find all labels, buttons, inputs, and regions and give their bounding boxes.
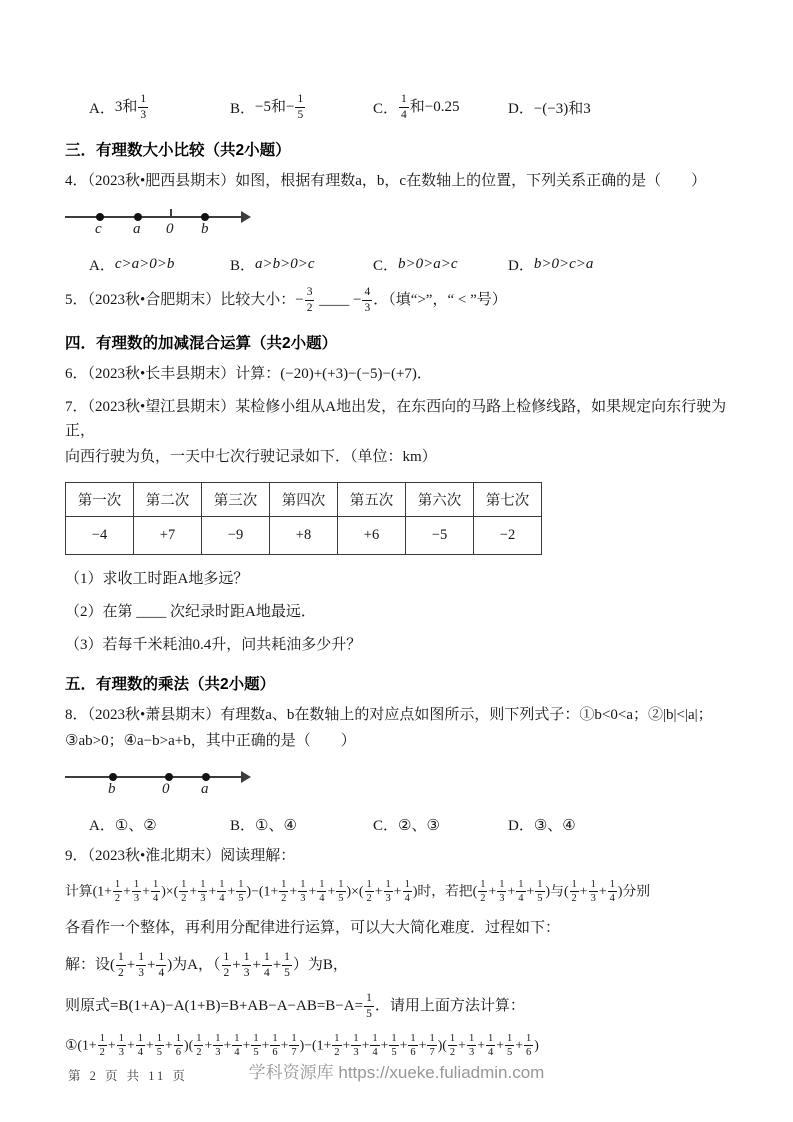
question-9-line2: 各看作一个整体，再利用分配律进行运算，可以大大简化难度．过程如下： bbox=[65, 920, 561, 937]
origin-dot bbox=[165, 773, 173, 781]
table-header-cell: 第四次 bbox=[270, 482, 338, 516]
question3-options bbox=[65, 92, 733, 123]
number-line-q8 bbox=[65, 762, 265, 806]
option-a bbox=[89, 92, 230, 123]
axis-arrow-icon bbox=[241, 211, 251, 223]
option-text: 3和 $\frac{1}{3}$ bbox=[114, 93, 147, 121]
table-header-row bbox=[66, 482, 542, 516]
table-value-cell: −5 bbox=[406, 516, 474, 554]
option-label: D． bbox=[508, 257, 534, 274]
question8-options bbox=[65, 814, 733, 835]
table-header-cell: 第二次 bbox=[134, 482, 202, 516]
option-label: D． bbox=[508, 100, 534, 117]
table-value-cell: −9 bbox=[202, 516, 270, 554]
option-d bbox=[508, 254, 733, 275]
point-a-label: a bbox=[201, 780, 209, 797]
trip-record-table bbox=[65, 482, 542, 555]
option-label: C． bbox=[373, 257, 399, 274]
option-text: ①、② bbox=[114, 817, 157, 834]
option-text: ③、④ bbox=[533, 817, 576, 834]
option-d bbox=[508, 814, 733, 835]
table-value-cell: −4 bbox=[66, 516, 134, 554]
option-label: A． bbox=[89, 100, 115, 117]
option-label: C． bbox=[373, 100, 399, 117]
option-text: a>b>0>c bbox=[255, 255, 315, 272]
question-7-line1: 7．（2023秋•望江县期末）某检修小组从A地出发，在东西向的马路上检修线路，如果规定向东行驶为正， bbox=[65, 398, 727, 439]
table-header-cell: 第六次 bbox=[406, 482, 474, 516]
axis-line bbox=[65, 776, 243, 778]
option-text: ②、③ bbox=[398, 817, 440, 834]
point-a-dot bbox=[134, 213, 142, 221]
question-9-solve-line: 解：设( $\frac{1}{2}$ + $\frac{1}{3}$ + $\frac{1}{4}$ )为A，（ $\frac{1}{2}$ + $\frac{1}{3}$ + $\frac{1}{4}$ + $\frac{1}{5}$ ）为B， bbox=[65, 951, 348, 979]
option-text: b>0>a>c bbox=[398, 255, 458, 272]
option-label: D． bbox=[508, 817, 534, 834]
origin-label: 0 bbox=[166, 220, 174, 237]
section-heading-4: 四．有理数的加减混合运算（共2小题） bbox=[65, 334, 338, 352]
option-c bbox=[373, 92, 508, 123]
option-text: b>0>c>a bbox=[533, 255, 594, 272]
option-a bbox=[89, 254, 230, 275]
axis-arrow-icon bbox=[241, 771, 251, 783]
page-number: 第 2 页 共 11 页 bbox=[68, 1069, 188, 1083]
section-heading-5: 五．有理数的乘法（共2小题） bbox=[65, 675, 276, 693]
point-b-dot bbox=[201, 213, 209, 221]
axis-line bbox=[65, 216, 243, 218]
question-7-part3: （3）若每千米耗油0.4升，问共耗油多少升？ bbox=[65, 636, 362, 653]
question-9-calc-line: 计算(1+ $\frac{1}{2}$ + $\frac{1}{3}$ + $\frac{1}{4}$ )×( $\frac{1}{2}$ + $\frac{1}{3}$ + $\frac{1}{4}$ + $\frac{1}{5}$ )−(1+ $\frac{1}{2}$ + $\frac{1}{3}$ + $\frac{1}{4}$ + $\frac{1}{5}$ )×( $\frac{1}{2}$ + $\frac{1}{3}$ + $\frac{1}{4}$ )时，若把( $\frac{1}{2}$ + $\frac{1}{3}$ + $\frac{1}{4}$ + $\frac{1}{5}$ )与( $\frac{1}{2}$ + $\frac{1}{3}$ + $\frac{1}{4}$ )分别 bbox=[65, 878, 651, 905]
question-7-part1: （1）求收工时距A地多远？ bbox=[65, 570, 249, 587]
origin-label: 0 bbox=[162, 780, 170, 797]
option-text: c>a>0>b bbox=[114, 255, 175, 272]
option-text: ①、④ bbox=[255, 817, 297, 834]
page-footer bbox=[0, 1058, 793, 1092]
table-header-cell: 第七次 bbox=[474, 482, 542, 516]
option-text: −5和− $\frac{1}{5}$ bbox=[255, 93, 304, 121]
option-label: A． bbox=[89, 257, 115, 274]
question-7-part2: （2）在第 ____ 次纪录时距A地最远． bbox=[65, 603, 316, 620]
question4-options bbox=[65, 254, 733, 275]
option-text: $\frac{1}{4}$ 和−0.25 bbox=[401, 93, 460, 121]
option-b bbox=[230, 254, 373, 275]
option-label: C． bbox=[373, 817, 399, 834]
point-c-label: c bbox=[95, 220, 102, 237]
point-b-label: b bbox=[201, 220, 209, 237]
option-d bbox=[508, 97, 733, 118]
option-label: A． bbox=[89, 817, 115, 834]
table-value-cell: +7 bbox=[134, 516, 202, 554]
option-b bbox=[230, 814, 373, 835]
table-header-cell: 第三次 bbox=[202, 482, 270, 516]
point-b-dot bbox=[109, 773, 117, 781]
question-8-line1: 8．（2023秋•萧县期末）有理数a、b在数轴上的对应点如图所示，则下列式子：①b<0<a；②|b|<|a|； bbox=[65, 706, 713, 723]
origin-tick bbox=[170, 209, 172, 218]
option-label: B． bbox=[230, 100, 256, 117]
question-7-line2: 向西行驶为负，一天中七次行驶记录如下．（单位：km） bbox=[65, 448, 437, 465]
option-b bbox=[230, 92, 373, 123]
section-heading-3: 三．有理数大小比较（共2小题） bbox=[65, 141, 291, 159]
table-header-cell: 第一次 bbox=[66, 482, 134, 516]
question-6: 6．（2023秋•长丰县期末）计算：(−20)+(+3)−(−5)−(+7)． bbox=[65, 365, 432, 382]
footer-site-text: 学科资源库 https://xueke.fuliadmin.com bbox=[248, 1063, 545, 1082]
question-9-then-line: 则原式=B(1+A)−A(1+B)=B+AB−A−AB=B−A= $\frac{1}{5}$ ．请用上面方法计算： bbox=[65, 991, 525, 1020]
option-c bbox=[373, 814, 508, 835]
point-c-dot bbox=[96, 213, 104, 221]
question-9-intro: 9．（2023秋•淮北期末）阅读理解： bbox=[65, 847, 296, 864]
table-value-cell: −2 bbox=[474, 516, 542, 554]
table-value-cell: +8 bbox=[270, 516, 338, 554]
option-label: B． bbox=[230, 257, 256, 274]
option-a bbox=[89, 814, 230, 835]
point-a-label: a bbox=[133, 220, 141, 237]
option-c bbox=[373, 254, 508, 275]
point-b-label: b bbox=[108, 780, 116, 797]
question-4: 4．（2023秋•肥西县期末）如图，根据有理数a，b，c在数轴上的位置，下列关系正确的是（ ） bbox=[65, 172, 707, 189]
table-header-cell: 第五次 bbox=[338, 482, 406, 516]
question-5: 5．（2023秋•合肥期末）比较大小：− $\frac{3}{2}$ ____ − $\frac{4}{3}$ ．（填“>”，“ < ”号） bbox=[65, 285, 507, 314]
table-value-row bbox=[66, 516, 542, 554]
number-line-q4 bbox=[65, 202, 265, 246]
option-text: −(−3)和3 bbox=[533, 100, 591, 117]
question-9-item1: ①(1+ $\frac{1}{2}$ + $\frac{1}{3}$ + $\frac{1}{4}$ + $\frac{1}{5}$ + $\frac{1}{6}$ )( $\frac{1}{2}$ + $\frac{1}{3}$ + $\frac{1}{4}$ + $\frac{1}{5}$ + $\frac{1}{6}$ + $\frac{1}{7}$ )−(1+ $\frac{1}{2}$ + $\frac{1}{3}$ + $\frac{1}{4}$ + $\frac{1}{5}$ + $\frac{1}{6}$ + $\frac{1}{7}$ )( $\frac{1}{2}$ + $\frac{1}{3}$ + $\frac{1}{4}$ + $\frac{1}{5}$ + $\frac{1}{6}$ ) bbox=[65, 1032, 539, 1059]
point-a-dot bbox=[202, 773, 210, 781]
question-8-line2: ③ab>0；④a−b>a+b，其中正确的是（ ） bbox=[65, 732, 356, 749]
table-value-cell: +6 bbox=[338, 516, 406, 554]
option-label: B． bbox=[230, 817, 256, 834]
